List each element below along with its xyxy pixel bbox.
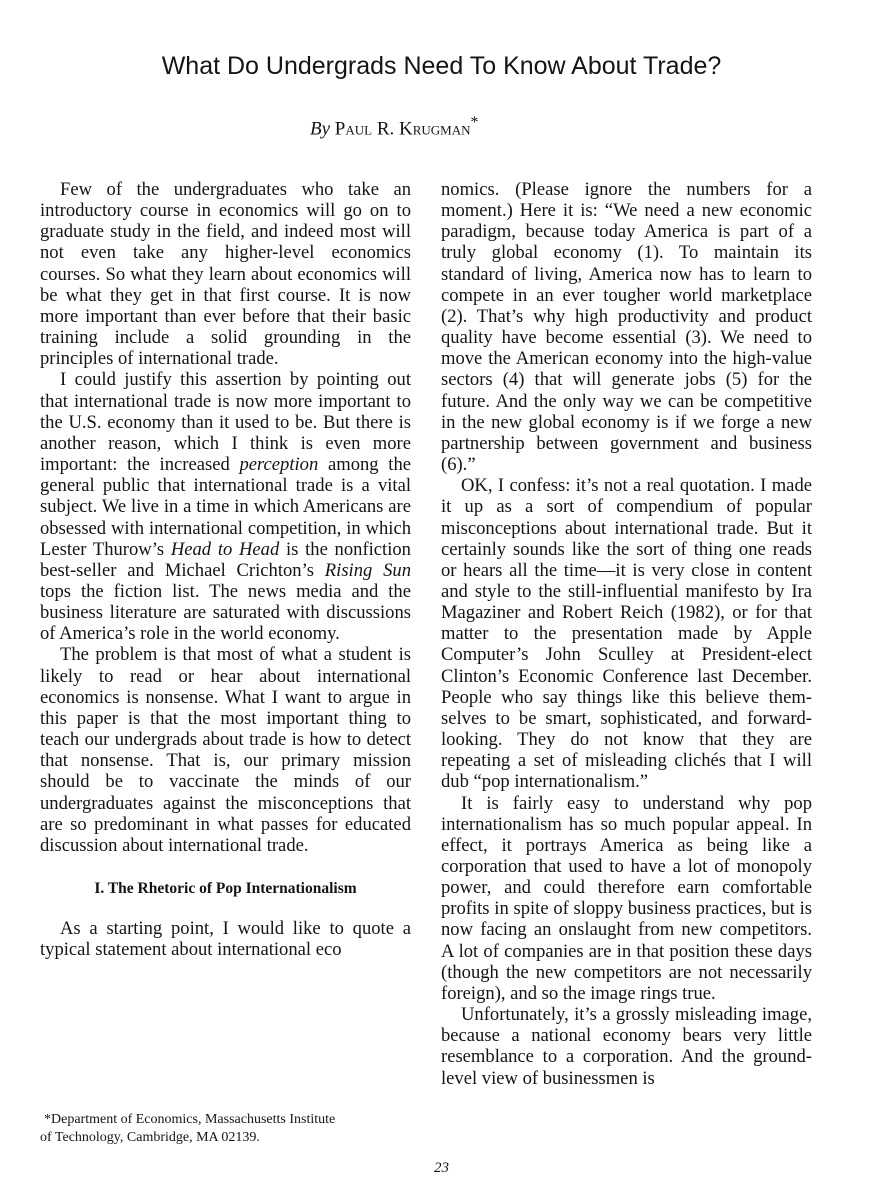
text-run: I could justify this assertion by pointing out that international trade is now more important to the U.S. economy than it used to be. But there is another reason, which I think is even more important: the increased [40,369,411,476]
paragraph: Few of the undergraduates who take an introductory course in economics will go on to graduate study in the field, and indeed most will not even take any higher-level economics courses. So what they learn about economics will be what they get in that first course. It is now more important than ever before that their basic training include a solid grounding in the principles of international trade. [40,179,411,370]
page-number: 23 [434,1160,449,1176]
footnote-line [40,1111,411,1129]
author-footnote-marker: * [470,114,479,131]
paragraph: OK, I confess: it’s not a real quotation. I made it up as a sort of compendium of popular misconceptions about international trade. But it certainly sounds like the sort of thing one reads or hears all the time—it is very close in content and style to the still-influential manifesto by Ira Magaziner and Robert Reich (1982), or for that matter to the presentation made by Apple Computer’s John Sculley at President-elect Clinton’s Economic Conference last December. People who say things like this believe themselves to be smart, sophisticated, and forward-looking. They do not know that they are repeating a set of misleading clichés that I will dub “pop internationalism.” [441,475,812,793]
section-heading: I. The Rhetoric of Pop Internationalism [94,880,357,897]
left-column [40,179,411,960]
text-run: is the nonfiction best-seller and Michael Crichton’s [40,538,411,581]
footnote-text: Department of Economics, Massachusetts Institute [51,1112,336,1127]
footnote-text: of Technology, Cambridge, MA 02139. [40,1130,260,1145]
author-name: Paul R. Krugman [334,118,471,140]
paragraph-continued: nomics. (Please ignore the numbers for a moment.) Here it is: “We need a new economic paradigm, because today America is part of a truly global economy (1). To maintain its standard of living, America now has to learn to compete in an ever tougher world marketplace (2). That’s why high productivity and product quality have become essential (3). We need to move the American economy into the high-value sectors (4) that will generate jobs (5) for the future. And the only way we can be competitive in the new global economy is if we forge a new partnership between government and business (6).” [441,179,812,476]
article-title: What Do Undergrads Need To Know About Trade? [161,52,722,80]
paragraph [40,369,411,644]
paragraph: The problem is that most of what a student is likely to read or hear about international economics is nonsense. What I want to argue in this paper is that the most important thing to teach our undergrads about trade is how to detect that nonsense. That is, our primary mission should be to vaccinate the minds of our undergraduates against the misconceptions that are so predominant in what passes for educated discussion about international trade. [40,644,411,856]
footnote-marker: * [44,1112,51,1127]
emphasis: perception [239,454,319,476]
text-run: among the general public that international trade is a vital subject. We live in a time in which Americans are obsessed with international competition, in which Lester Thurow’s [40,454,411,560]
text-run: tops the fiction list. The news media and the business literature are saturated with discussions of America’s role in the world economy. [40,580,411,645]
book-title: Rising Sun [324,559,411,581]
byline [310,114,478,140]
book-title: Head to Head [170,538,280,560]
footnote [40,1111,411,1147]
paragraph: It is fairly easy to understand why pop internationalism has so much popular appeal. In effect, it portrays America as being like a corporation that used to have a lot of monopoly power, and could therefore earn comfortable profits in spite of sloppy business practices, but is now facing an onslaught from new competitors. A lot of companies are in that position these days (though the new competitors are not necessarily foreign), and so the image rings true. [441,792,812,1004]
paragraph: Unfortunately, it’s a grossly misleading image, because a national economy bears very little resemblance to a corporation. And the ground-level view of businessmen is [441,1004,812,1089]
right-column [441,179,812,1089]
paragraph: As a starting point, I would like to quote a typical statement about international eco [40,918,411,961]
byline-prefix: By [310,118,331,140]
